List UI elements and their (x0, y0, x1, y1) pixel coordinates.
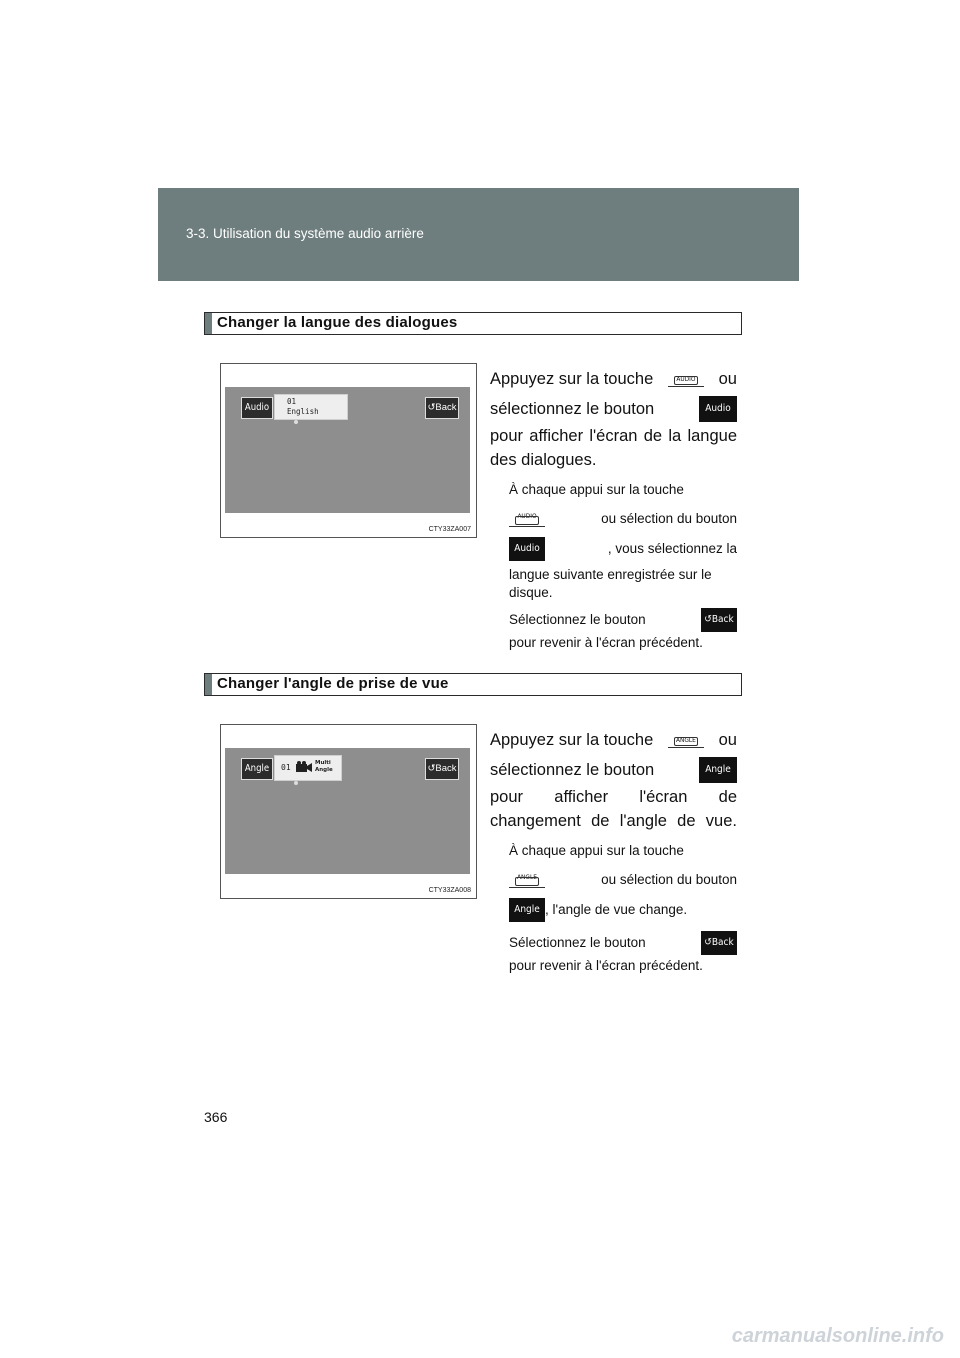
multi-angle-label: Multi Angle (315, 760, 333, 773)
angle-number: 01 (281, 763, 291, 772)
note-2 (509, 929, 737, 975)
chapter-title: 3-3. Utilisation du système audio arrière (186, 226, 424, 241)
figure-code: CTY33ZA007 (428, 526, 471, 533)
watermark: carmanualsonline.info (731, 1325, 944, 1347)
text: Appuyez sur la touche (490, 731, 654, 749)
text: pour afficher l'écran de changement de l'angle de vue. (490, 788, 737, 830)
section-title: Changer la langue des dialogues (217, 314, 458, 331)
angle-value-box (274, 755, 342, 781)
back-button-screen: ↺Back (425, 397, 459, 419)
audio-key-icon: AUDIO (668, 367, 704, 391)
section-marker (205, 674, 212, 695)
page-number: 366 (204, 1109, 228, 1125)
track-number: 01 (287, 397, 297, 406)
text: , l'angle de vue change. (545, 902, 688, 917)
chapter-header (158, 188, 799, 281)
text: , vous sélectionnez la (607, 541, 737, 556)
figure-audio-screen (220, 363, 477, 538)
text: Sélectionnez le bouton (509, 612, 646, 627)
indicator-dot (294, 781, 298, 785)
audio-button-icon: Audio (509, 537, 545, 561)
figure-angle-screen (220, 724, 477, 899)
angle-button-icon: Angle (699, 757, 737, 783)
instruction-paragraph (490, 364, 737, 472)
section-title-bar-language (204, 312, 742, 335)
text: pour revenir à l'écran précédent. (509, 958, 703, 973)
screen-display (225, 748, 470, 874)
indicator-dot (294, 420, 298, 424)
back-button-icon: ↺Back (701, 608, 737, 632)
screen-display (225, 387, 470, 513)
camera-icon (295, 761, 313, 773)
text: Sélectionnez le bouton (509, 935, 646, 950)
text: sélectionnez le bouton (490, 761, 655, 779)
text: ou sélection du bouton (601, 872, 737, 887)
text: pour afficher l'écran de la langue des dialogues. (490, 427, 737, 469)
angle-label: Angle (241, 758, 273, 780)
text: langue suivante enregistrée sur le disque. (509, 567, 712, 600)
note-2 (509, 606, 737, 652)
section-title: Changer l'angle de prise de vue (217, 675, 449, 692)
angle-key-icon: ANGLE (668, 728, 704, 752)
instruction-paragraph (490, 725, 737, 833)
text: ou (718, 370, 737, 388)
note-1 (509, 480, 737, 602)
angle-button-icon: Angle (509, 898, 545, 922)
text: À chaque appui sur la touche (509, 843, 684, 858)
audio-label: Audio (241, 397, 273, 419)
audio-key-icon: AUDIO (509, 507, 545, 531)
text: sélectionnez le bouton (490, 400, 655, 418)
language-name: English (287, 407, 319, 416)
text: À chaque appui sur la touche (509, 482, 684, 497)
text: Appuyez sur la touche (490, 370, 654, 388)
note-1 (509, 841, 737, 925)
text: ou (718, 731, 737, 749)
back-button-icon: ↺Back (701, 931, 737, 955)
figure-code: CTY33ZA008 (428, 887, 471, 894)
text: ou sélection du bouton (601, 511, 737, 526)
section-title-bar-angle (204, 673, 742, 696)
language-value-box (274, 394, 348, 420)
section-marker (205, 313, 212, 334)
angle-key-icon: ANGLE (509, 868, 545, 892)
audio-button-icon: Audio (699, 396, 737, 422)
text: pour revenir à l'écran précédent. (509, 635, 703, 650)
back-button-screen: ↺Back (425, 758, 459, 780)
